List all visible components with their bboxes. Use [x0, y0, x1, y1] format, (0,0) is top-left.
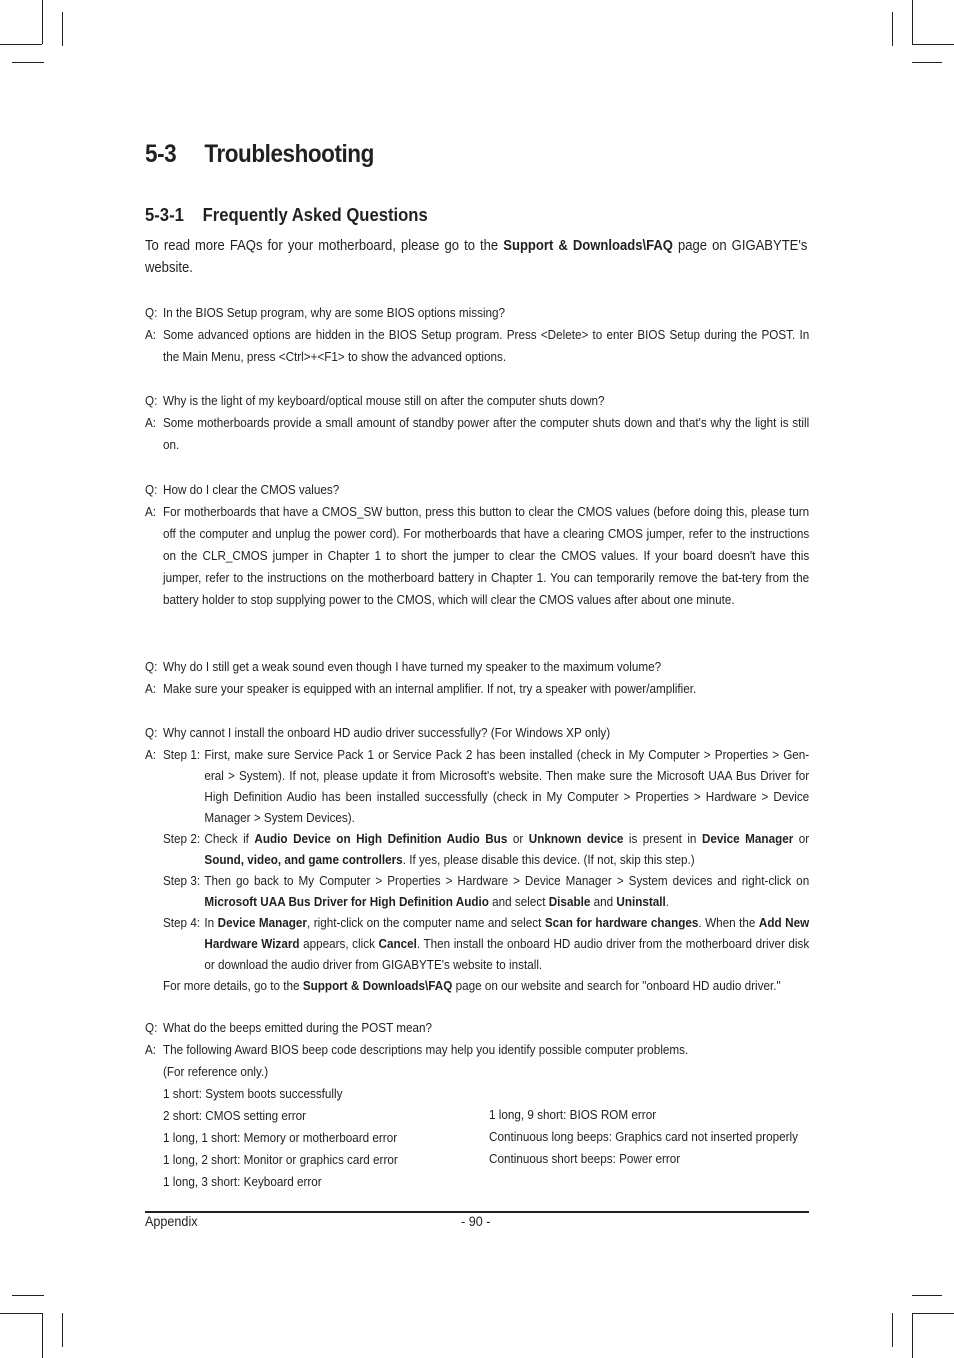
q-label: Q:	[145, 393, 158, 408]
q-label: Q:	[145, 659, 158, 674]
faq-link-text: Support & Downloads\FAQ	[302, 978, 453, 993]
more-details	[163, 975, 809, 997]
crop-mark	[912, 62, 942, 63]
question	[145, 479, 809, 501]
step-text: . Then install the onboard HD audio driver from the motherboard driver disk or download the audio driver from GIGABYTE's website to install.	[204, 936, 810, 972]
faq-item	[145, 656, 809, 700]
answer	[145, 1039, 809, 1061]
intro-paragraph	[145, 235, 807, 279]
step-text: and select	[488, 894, 549, 909]
crop-mark	[912, 0, 913, 44]
question-text: What do the beeps emitted during the POST mean?	[163, 1020, 433, 1035]
a-label: A:	[145, 747, 157, 762]
step-bold: Device Manager	[701, 831, 794, 846]
footer-section-label: Appendix	[145, 1213, 198, 1229]
crop-mark	[12, 62, 44, 63]
step-text: Check if	[204, 831, 255, 846]
question-text: How do I clear the CMOS values?	[163, 482, 340, 497]
section-title-number: 5-3-1	[145, 204, 184, 225]
step-label: Step 2:	[163, 831, 201, 846]
answer-text: Some motherboards provide a small amount of standby power after the computer shuts down and that's why the light is still on.	[163, 415, 810, 452]
step-bold: Sound, video, and game controllers	[204, 852, 403, 867]
answer	[145, 678, 809, 700]
step-text: . If yes, please disable this device. (If not, skip this step.)	[402, 852, 695, 867]
crop-mark	[912, 44, 954, 45]
beep-code-item: 1 long, 2 short: Monitor or graphics card error	[163, 1152, 398, 1167]
answer-text: The following Award BIOS beep code descriptions may help you identify possible computer problems.	[163, 1042, 689, 1057]
page-title-text: Troubleshooting	[204, 140, 374, 168]
intro-text: To read more FAQs for your motherboard, please go to the	[145, 238, 504, 254]
answer-text: Make sure your speaker is equipped with an internal amplifier. If not, try a speaker with power/amplifier.	[163, 681, 697, 696]
crop-mark	[62, 1313, 63, 1347]
step-3	[163, 870, 809, 912]
answer	[145, 324, 809, 368]
q-label: Q:	[145, 725, 158, 740]
step-text: In	[204, 915, 218, 930]
crop-mark	[12, 1295, 44, 1296]
step-bold: Uninstall	[616, 894, 666, 909]
beep-code-item: Continuous short beeps: Power error	[489, 1151, 681, 1166]
step-text: First, make sure Service Pack 1 or Service Pack 2 has been installed (check in My Computer > Properties > Gen-eral > System). If not, please update it from Microsoft's website. Then make sure the Microsoft UAA Bus Driver for High Definition Audio has been installed successfully (check in My Computer > Properties > Hardware > Device Manager > System Devices).	[204, 747, 810, 825]
step-bold: Scan for hardware changes	[544, 915, 699, 930]
beep-code-item: 1 short: System boots successfully	[163, 1086, 343, 1101]
crop-mark	[912, 1295, 942, 1296]
answer	[145, 501, 809, 611]
crop-mark	[912, 1313, 954, 1314]
a-label: A:	[145, 504, 157, 519]
section-title-text: Frequently Asked Questions	[202, 204, 428, 225]
intro-text-end: page on GIGABYTE's website.	[145, 238, 808, 276]
step-label: Step 4:	[163, 915, 201, 930]
faq-item-audio	[145, 722, 809, 997]
question-text: In the BIOS Setup program, why are some BIOS options missing?	[163, 305, 506, 320]
faq-item	[145, 302, 809, 368]
step-text: appears, click	[299, 936, 379, 951]
question	[145, 390, 809, 412]
step-1	[163, 744, 809, 828]
page-title	[145, 140, 374, 169]
question-text: Why is the light of my keyboard/optical mouse still on after the computer shuts down?	[163, 393, 605, 408]
step-bold: Device Manager	[217, 915, 307, 930]
step-2	[163, 828, 809, 870]
answer	[145, 744, 809, 997]
step-bold: Audio Device on High Definition Audio Bus	[254, 831, 508, 846]
faq-item	[145, 479, 809, 611]
crop-mark	[892, 1313, 893, 1347]
beep-code-item: 1 long, 1 short: Memory or motherboard error	[163, 1130, 398, 1145]
step-bold: Add New Hardware Wizard	[204, 915, 810, 951]
step-4	[163, 912, 809, 975]
beep-code-item: Continuous long beeps: Graphics card not inserted properly	[489, 1129, 798, 1144]
q-label: Q:	[145, 482, 158, 497]
step-bold: Disable	[548, 894, 591, 909]
a-label: A:	[145, 327, 157, 342]
beep-code-item: 1 long, 9 short: BIOS ROM error	[489, 1107, 657, 1122]
crop-mark	[892, 12, 893, 46]
question-text: Why do I still get a weak sound even though I have turned my speaker to the maximum volume?	[163, 659, 662, 674]
a-label: A:	[145, 681, 157, 696]
q-label: Q:	[145, 305, 158, 320]
step-bold: Microsoft UAA Bus Driver for High Definition Audio	[204, 894, 489, 909]
step-bold: Cancel	[378, 936, 417, 951]
question-text: Why cannot I install the onboard HD audio driver successfully? (For Windows XP only)	[163, 725, 611, 740]
answer-text: Some advanced options are hidden in the BIOS Setup program. Press <Delete> to enter BIOS Setup during the POST. In the Main Menu, press <Ctrl>+<F1> to show the advanced options.	[163, 327, 810, 364]
q-label: Q:	[145, 1020, 158, 1035]
step-text: .	[665, 894, 670, 909]
question	[145, 302, 809, 324]
crop-mark	[0, 44, 42, 45]
answer-text: For motherboards that have a CMOS_SW button, press this button to clear the CMOS values (before doing this, please turn off the computer and unplug the power cord). For motherboards that have a clearing CMOS jumper, refer to the instructions on the CLR_CMOS jumper in Chapter 1 to short the jumper to clear the CMOS values. If your board doesn't have this jumper, refer to the instructions on the motherboard battery in Chapter 1. You can temporarily remove the bat-tery from the battery holder to stop supplying power to the CMOS, which will clear the CMOS values after about one minute.	[163, 504, 810, 607]
page-number: - 90 -	[461, 1213, 491, 1229]
page-title-number: 5-3	[145, 140, 177, 168]
reference-note: (For reference only.)	[163, 1064, 269, 1079]
beep-code-list-right	[489, 1104, 798, 1170]
faq-item-beeps	[145, 1017, 809, 1083]
more-text: page on our website and search for "onboard HD audio driver."	[452, 978, 781, 993]
step-bold: Unknown device	[528, 831, 624, 846]
beep-code-item: 2 short: CMOS setting error	[163, 1108, 307, 1123]
beep-code-item: 1 long, 3 short: Keyboard error	[163, 1174, 322, 1189]
beep-code-list-left	[163, 1083, 398, 1193]
step-text: . When the	[698, 915, 759, 930]
a-label: A:	[145, 415, 157, 430]
faq-item	[145, 390, 809, 456]
crop-mark	[42, 0, 43, 44]
more-text: For more details, go to the	[163, 978, 303, 993]
step-text: or	[507, 831, 529, 846]
step-label: Step 3:	[163, 873, 201, 888]
step-text: or	[793, 831, 810, 846]
question	[145, 1017, 809, 1039]
step-text: and	[590, 894, 617, 909]
answer	[145, 412, 809, 456]
step-label: Step 1:	[163, 747, 201, 762]
step-text: is present in	[623, 831, 702, 846]
faq-link-text: Support & Downloads\FAQ	[503, 238, 673, 254]
crop-mark	[62, 12, 63, 46]
question	[145, 722, 809, 744]
crop-mark	[42, 1313, 43, 1358]
a-label: A:	[145, 1042, 157, 1057]
step-text: Then go back to My Computer > Properties > Hardware > Device Manager > System devices and right-click on	[204, 873, 810, 888]
step-text: , right-click on the computer name and select	[306, 915, 545, 930]
crop-mark	[912, 1313, 913, 1358]
crop-mark	[0, 1313, 42, 1314]
section-title	[145, 204, 428, 226]
question	[145, 656, 809, 678]
